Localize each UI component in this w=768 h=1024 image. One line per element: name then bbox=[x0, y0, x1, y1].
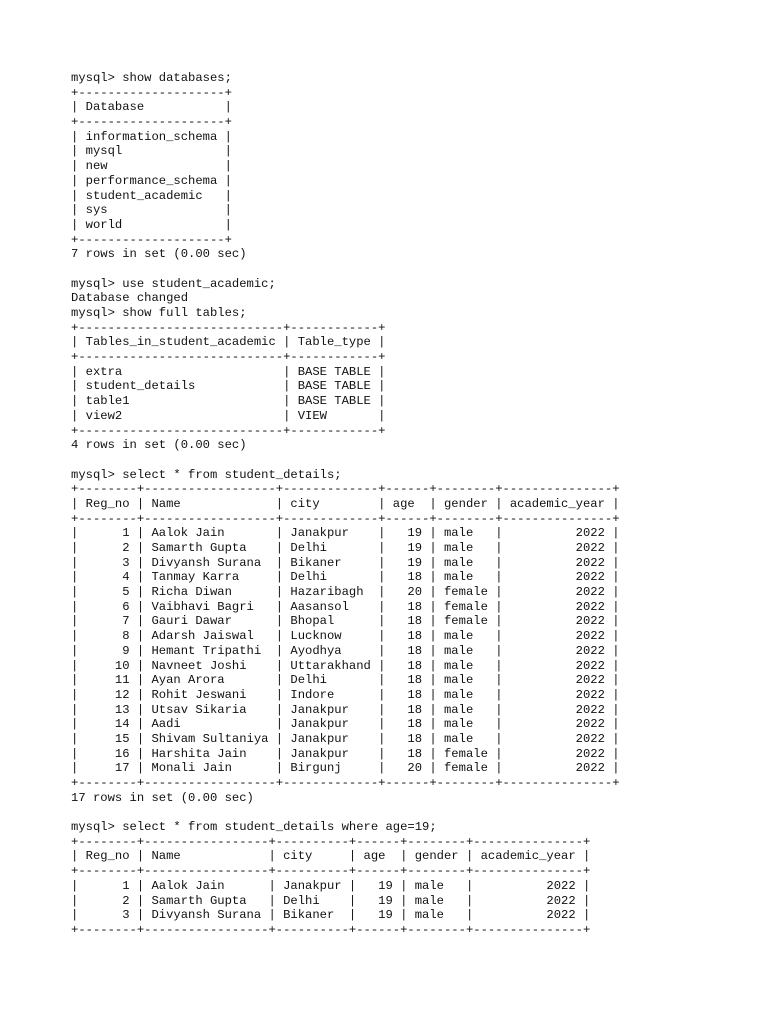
table-row: | 9 | Hemant Tripathi | Ayodhya | 18 | male | 2022 | bbox=[71, 643, 620, 658]
table-row: | world | bbox=[71, 217, 232, 232]
blank-line bbox=[71, 453, 751, 468]
table-row: | 2 | Samarth Gupta | Delhi | 19 | male | 2022 | bbox=[71, 541, 620, 555]
table-border: +--------+-----------------+----------+------+--------+---------------+ bbox=[71, 834, 591, 849]
show-databases-block bbox=[71, 71, 751, 262]
table-header: | Reg_no | Name | city | age | gender | academic_year | bbox=[71, 849, 591, 864]
command-line: mysql> select * from student_details where age=19; bbox=[71, 820, 437, 835]
table-row: | 12 | Rohit Jeswani | Indore | 18 | male | 2022 | bbox=[71, 687, 620, 702]
table-row: | student_academic | bbox=[71, 188, 232, 203]
table-border: +--------------------+ bbox=[71, 115, 232, 130]
command-line: mysql> show databases; bbox=[71, 71, 232, 85]
table-border: +--------+------------------+-------------+------+--------+---------------+ bbox=[71, 776, 620, 790]
terminal-output bbox=[71, 71, 751, 938]
table-border: +--------------------+ bbox=[71, 232, 232, 247]
table-border: +----------------------------+------------+ bbox=[71, 320, 386, 335]
table-row: | 3 | Divyansh Surana | Bikaner | 19 | male | 2022 | bbox=[71, 908, 591, 923]
table-header: | Reg_no | Name | city | age | gender | academic_year | bbox=[71, 496, 620, 511]
table-header: | Database | bbox=[71, 100, 232, 115]
table-row: | 2 | Samarth Gupta | Delhi | 19 | male | 2022 | bbox=[71, 893, 591, 908]
select-age-19-block bbox=[71, 820, 751, 938]
table-row: | 7 | Gauri Dawar | Bhopal | 18 | female | 2022 | bbox=[71, 614, 620, 629]
use-and-show-tables-block bbox=[71, 277, 751, 453]
result-summary: 7 rows in set (0.00 sec) bbox=[71, 247, 247, 262]
table-row: | 15 | Shivam Sultaniya | Janakpur | 18 | male | 2022 | bbox=[71, 731, 620, 746]
blank-line bbox=[71, 262, 751, 277]
table-row: | 6 | Vaibhavi Bagri | Aasansol | 18 | female | 2022 | bbox=[71, 599, 620, 614]
table-row: | view2 | VIEW | bbox=[71, 408, 386, 423]
table-row: | mysql | bbox=[71, 144, 232, 159]
table-row: | 8 | Adarsh Jaiswal | Lucknow | 18 | male | 2022 | bbox=[71, 629, 620, 644]
table-row: | performance_schema | bbox=[71, 173, 232, 188]
table-row: | 13 | Utsav Sikaria | Janakpur | 18 | male | 2022 | bbox=[71, 702, 620, 717]
table-row: | 1 | Aalok Jain | Janakpur | 19 | male | 2022 | bbox=[71, 878, 591, 893]
command-line: mysql> show full tables; bbox=[71, 306, 247, 320]
table-header: | Tables_in_student_academic | Table_type | bbox=[71, 335, 386, 350]
table-border: +----------------------------+------------+ bbox=[71, 350, 386, 365]
table-row: | table1 | BASE TABLE | bbox=[71, 394, 386, 409]
table-border: +--------+------------------+-------------+------+--------+---------------+ bbox=[71, 482, 620, 497]
table-row: | information_schema | bbox=[71, 129, 232, 144]
table-row: | 4 | Tanmay Karra | Delhi | 18 | male | 2022 | bbox=[71, 570, 620, 585]
status-message: Database changed bbox=[71, 291, 189, 306]
table-border: +--------+-----------------+----------+------+--------+---------------+ bbox=[71, 864, 591, 879]
command-line: mysql> select * from student_details; bbox=[71, 467, 342, 482]
table-row: | extra | BASE TABLE | bbox=[71, 364, 386, 379]
table-row: | 14 | Aadi | Janakpur | 18 | male | 2022 | bbox=[71, 717, 620, 732]
table-border: +--------------------+ bbox=[71, 85, 232, 100]
table-border: +--------+-----------------+----------+------+--------+---------------+ bbox=[71, 922, 591, 937]
table-row: | 5 | Richa Diwan | Hazaribagh | 20 | female | 2022 | bbox=[71, 585, 620, 600]
table-row: | 1 | Aalok Jain | Janakpur | 19 | male | 2022 | bbox=[71, 526, 620, 541]
table-row: | 11 | Ayan Arora | Delhi | 18 | male | 2022 | bbox=[71, 673, 620, 688]
table-row: | 16 | Harshita Jain | Janakpur | 18 | female | 2022 | bbox=[71, 746, 620, 761]
blank-line bbox=[71, 805, 751, 820]
table-border: +--------+------------------+-------------+------+--------+---------------+ bbox=[71, 511, 620, 526]
table-border: +----------------------------+------------+ bbox=[71, 423, 386, 438]
table-row: | new | bbox=[71, 159, 232, 174]
table-row: | 3 | Divyansh Surana | Bikaner | 19 | male | 2022 | bbox=[71, 555, 620, 570]
result-summary: 17 rows in set (0.00 sec) bbox=[71, 790, 254, 805]
table-row: | sys | bbox=[71, 203, 232, 218]
table-row: | 17 | Monali Jain | Birgunj | 20 | female | 2022 | bbox=[71, 761, 620, 776]
command-line: mysql> use student_academic; bbox=[71, 276, 276, 291]
table-row: | student_details | BASE TABLE | bbox=[71, 379, 386, 394]
select-all-block bbox=[71, 468, 751, 806]
table-row: | 10 | Navneet Joshi | Uttarakhand | 18 | male | 2022 | bbox=[71, 658, 620, 673]
result-summary: 4 rows in set (0.00 sec) bbox=[71, 438, 247, 453]
